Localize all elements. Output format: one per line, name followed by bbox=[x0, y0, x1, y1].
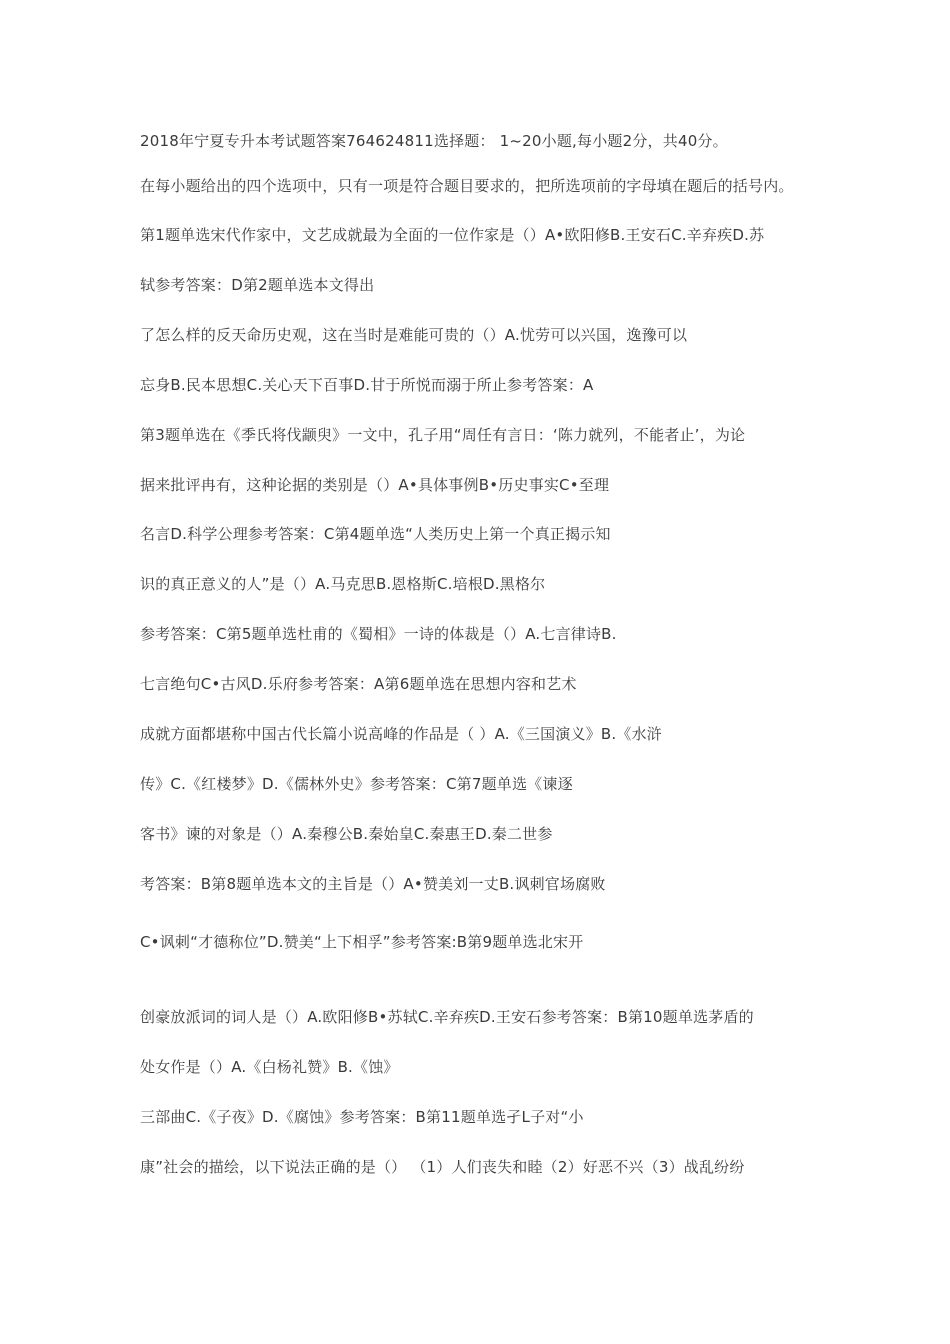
text-line-3: 第1题单选宋代作家中，文艺成就最为全面的一位作家是（）A•欧阳修B.王安石C.辛弃疾D.苏 bbox=[140, 226, 765, 244]
text-line-1: 2018年宁夏专升本考试题答案764624811选择题： 1~20小题,每小题2分，共40分。 bbox=[140, 132, 728, 150]
text-line-2: 在每小题给出的四个选项中，只有一项是符合题目要求的，把所选项前的字母填在题后的括号内。 bbox=[140, 177, 794, 195]
text-line-5: 了怎么样的反天命历史观，这在当时是难能可贵的（）A.忧劳可以兴国，逸豫可以 bbox=[140, 326, 688, 344]
text-line-16: 考答案：B第8题单选本文的主旨是（）A•赞美刘一丈B.讽刺官场腐败 bbox=[140, 875, 606, 893]
text-line-10: 识的真正意义的人”是（）A.马克思B.恩格斯C.培根D.黑格尔 bbox=[140, 575, 546, 593]
text-line-6: 忘身B.民本思想C.关心天下百事D.甘于所悦而溺于所止参考答案：A bbox=[140, 376, 594, 394]
text-line-4: 轼参考答案：D第2题单选本文得出 bbox=[140, 276, 375, 294]
text-line-14: 传》C.《红楼梦》D.《儒林外史》参考答案：C第7题单选《谏逐 bbox=[140, 775, 573, 793]
text-line-11: 参考答案：C第5题单选杜甫的《蜀相》一诗的体裁是（）A.七言律诗B. bbox=[140, 625, 617, 643]
text-line-19: 处女作是（）A.《白杨礼赞》B.《蚀》 bbox=[140, 1058, 399, 1076]
text-line-9: 名言D.科学公理参考答案：C第4题单选“人类历史上第一个真正揭示知 bbox=[140, 525, 611, 543]
text-line-8: 据来批评冉有，这种论据的类别是（）A•具体事例B•历史事实C•至理 bbox=[140, 476, 610, 494]
text-line-18: 创豪放派词的词人是（）A.欧阳修B•苏轼C.辛弃疾D.王安石参考答案：B第10题单选茅盾的 bbox=[140, 1008, 754, 1026]
text-line-20: 三部曲C.《子夜》D.《腐蚀》参考答案：B第11题单选孑L子对“小 bbox=[140, 1108, 584, 1126]
text-line-21: 康”社会的描绘，以下说法正确的是（） （1）人们丧失和睦（2）好恶不兴（3）战乱纷纷 bbox=[140, 1158, 745, 1176]
text-line-17: C•讽刺“才德称位”D.赞美“上下相孚”参考答案:B第9题单选北宋开 bbox=[140, 933, 584, 951]
text-line-7: 第3题单选在《季氏将伐颛臾》一文中，孔子用“周任有言日：‘陈力就列，不能者止’，为论 bbox=[140, 426, 746, 444]
text-line-13: 成就方面都堪称中国古代长篇小说高峰的作品是（ ）A.《三国演义》B.《水浒 bbox=[140, 725, 662, 743]
text-line-12: 七言绝句C•古风D.乐府参考答案：A第6题单选在思想内容和艺术 bbox=[140, 675, 577, 693]
text-line-15: 客书》谏的对象是（）A.秦穆公B.秦始皇C.秦惠王D.秦二世参 bbox=[140, 825, 553, 843]
